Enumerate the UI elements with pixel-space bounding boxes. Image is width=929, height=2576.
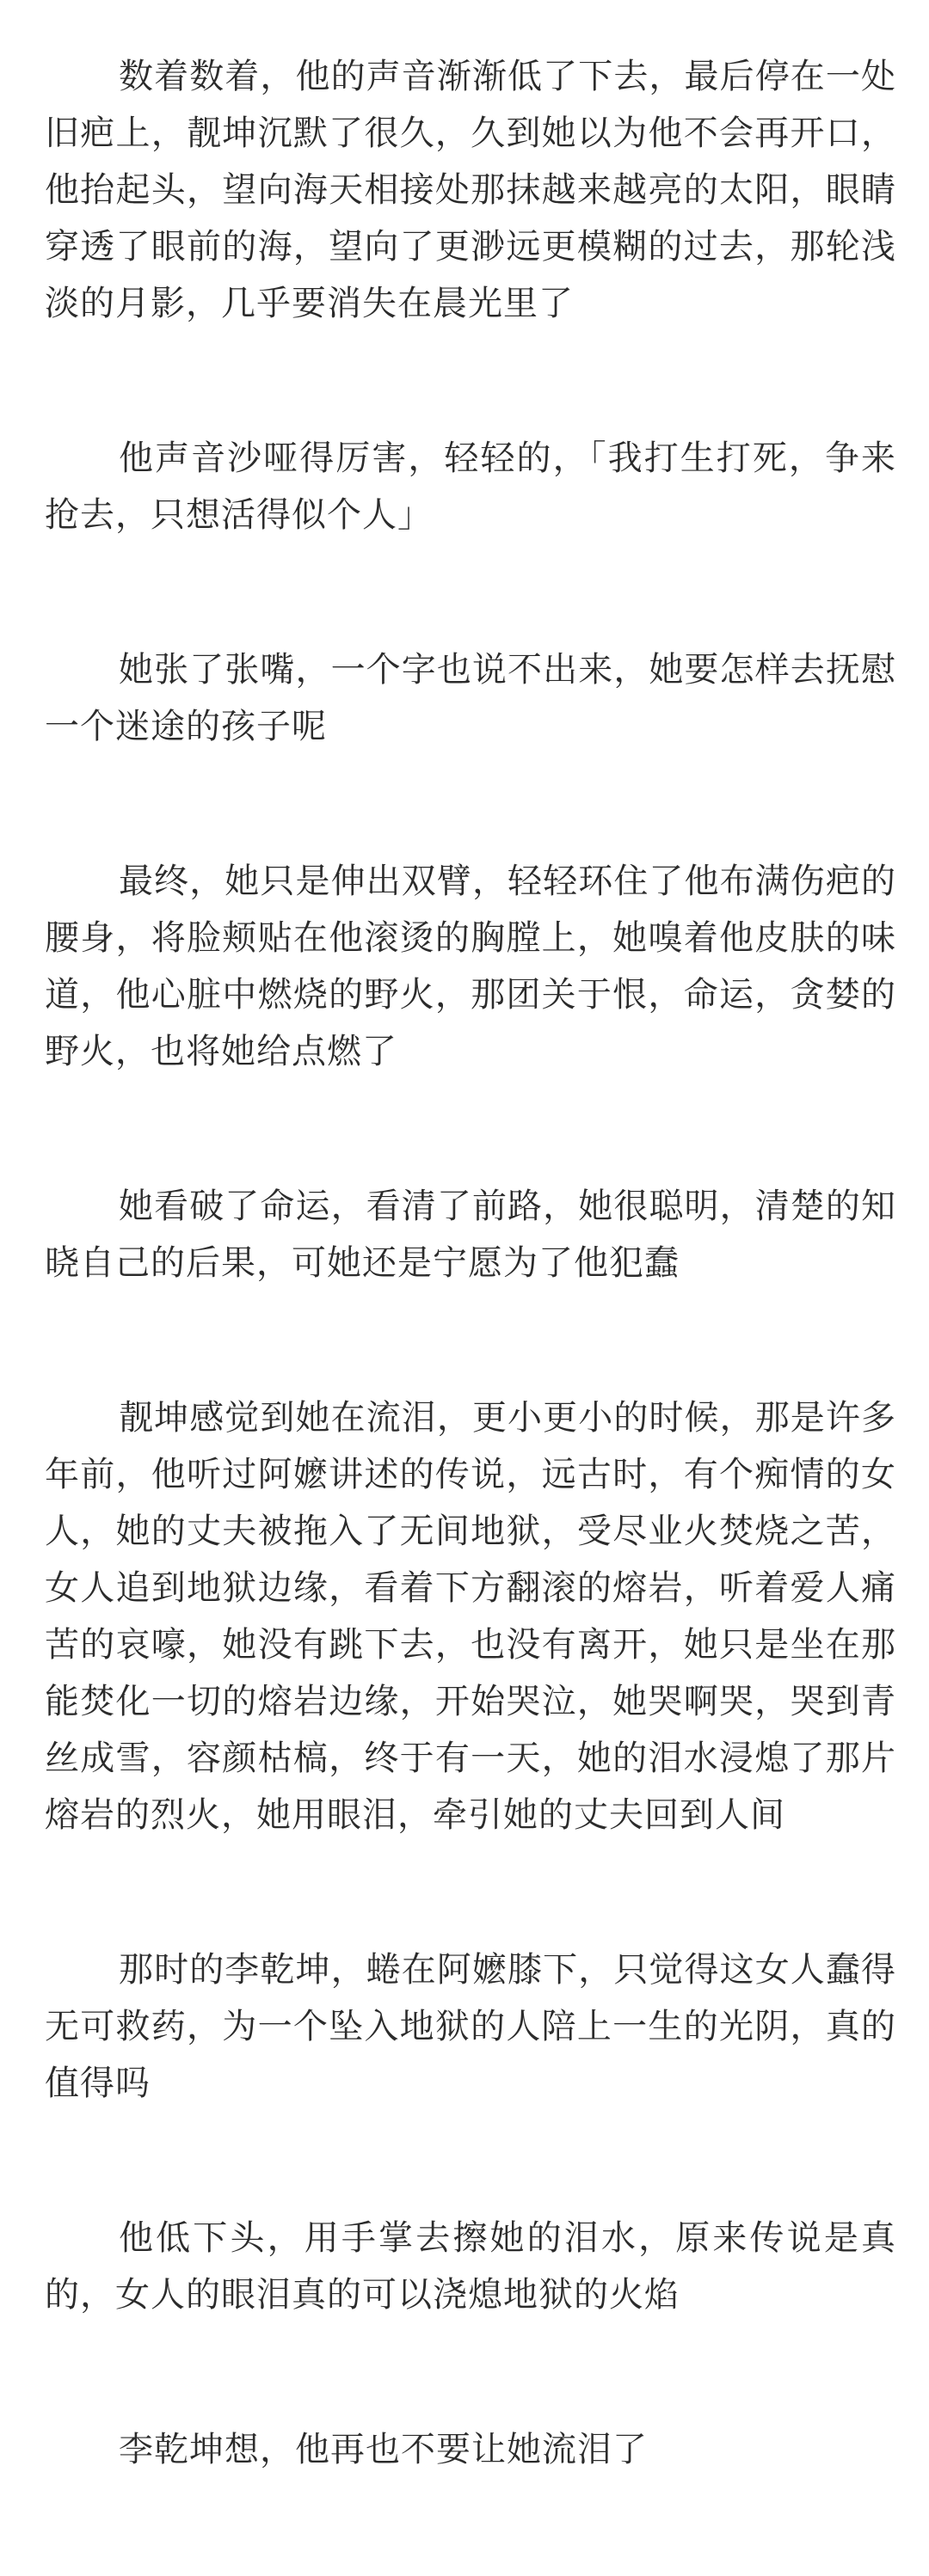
paragraph-4: 最终，她只是伸出双臂，轻轻环住了他布满伤疤的腰身，将脸颊贴在他滚烫的胸膛上，她嗅着他皮肤的味道，他心脏中燃烧的野火，那团关于恨，命运，贪婪的野火，也将她给点燃了 — [45, 862, 896, 1071]
paragraph-6: 靓坤感觉到她在流泪，更小更小的时候，那是许多年前，他听过阿嬷讲述的传说，远古时，有个痴情的女人，她的丈夫被拖入了无间地狱，受尽业火焚烧之苦，女人追到地狱边缘，看着下方翻滚的熔岩，听着爱人痛苦的哀嚎，她没有跳下去，也没有离开，她只是坐在那能焚化一切的熔岩边缘，开始哭泣，她哭啊哭，哭到青丝成雪，容颜枯槁，终于有一天，她的泪水浸熄了那片熔岩的烈火，她用眼泪，牵引她的丈夫回到人间 — [45, 1398, 896, 1835]
paragraph-9: 李乾坤想，他再也不要让她流泪了 — [119, 2430, 648, 2469]
article-body — [45, 48, 896, 2576]
paragraph-5: 她看破了命运，看清了前路，她很聪明，清楚的知晓自己的后果，可她还是宁愿为了他犯蠢 — [45, 1187, 896, 1283]
paragraph-3: 她张了张嘴，一个字也说不出来，她要怎样去抚慰一个迷途的孩子呢 — [45, 650, 896, 746]
paragraph-8: 他低下头，用手掌去擦她的泪水，原来传说是真的，女人的眼泪真的可以浇熄地狱的火焰 — [45, 2218, 896, 2315]
paragraph-7: 那时的李乾坤，蜷在阿嬷膝下，只觉得这女人蠢得无可救药，为一个坠入地狱的人陪上一生的光阴，真的值得吗 — [45, 1950, 896, 2103]
paragraph-1: 数着数着，他的声音渐渐低了下去，最后停在一处旧疤上，靓坤沉默了很久，久到她以为他不会再开口，他抬起头，望向海天相接处那抹越来越亮的太阳，眼睛穿透了眼前的海，望向了更渺远更模糊的过去，那轮浅淡的月影，几乎要消失在晨光里了 — [45, 57, 896, 323]
paragraph-2: 他声音沙哑得厉害，轻轻的，「我打生打死，争来抢去，只想活得似个人」 — [45, 439, 896, 535]
